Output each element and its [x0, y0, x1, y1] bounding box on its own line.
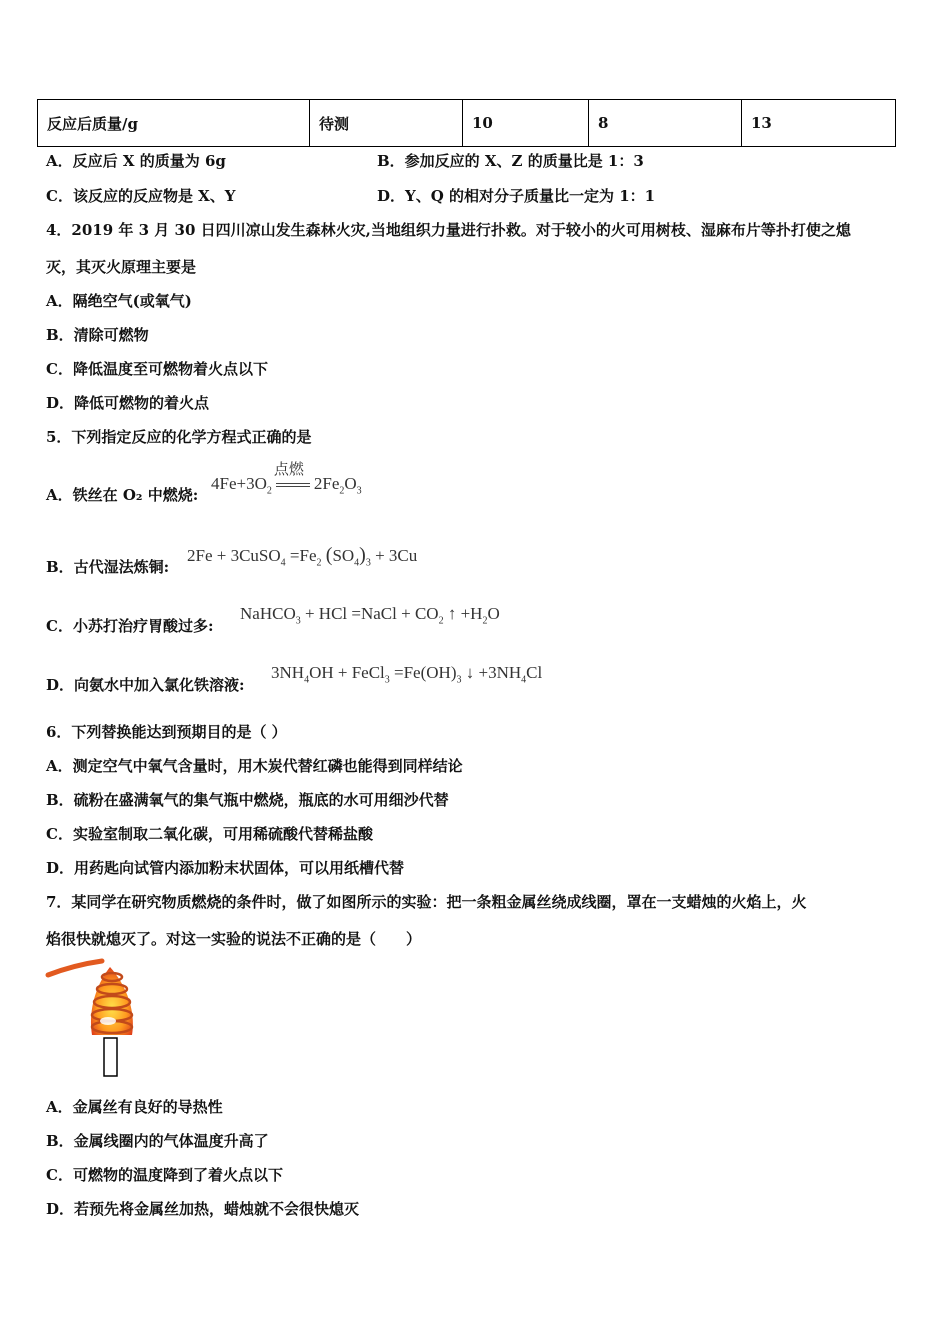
q3-option-c: C．该反应的反应物是 X、Y	[46, 187, 236, 205]
q7-option-b: B．金属线圈内的气体温度升高了	[46, 1132, 269, 1150]
q5-equation-c: NaHCO$_3$ + HCl =NaCl + $CO_2$ ↑ $+H_2O$	[240, 604, 500, 627]
q5-option-d-label: D．向氨水中加入氯化铁溶液:	[46, 676, 245, 694]
q6-option-c: C．实验室制取二氧化碳，可用稀硫酸代替稀盐酸	[46, 825, 373, 843]
q4-option-b: B．清除可燃物	[46, 326, 149, 344]
q5-option-b-label: B．古代湿法炼铜:	[46, 558, 170, 576]
q6-option-a: A．测定空气中氧气含量时，用木炭代替红磷也能得到同样结论	[46, 757, 463, 775]
q6-option-d: D．用药匙向试管内添加粉末状固体，可以用纸槽代替	[46, 859, 405, 877]
q4-stem-line2: 灭，其灭火原理主要是	[46, 258, 197, 276]
q4-stem-line1: 4．2019 年 3 月 30 日四川凉山发生森林火灾,当地组织力量进行扑救。对于较小的火可用树枝、湿麻布片等扑打使之熄	[46, 221, 851, 239]
q6-stem: 6．下列替换能达到预期目的是（ ）	[46, 723, 287, 741]
table-cell: 10	[463, 100, 589, 147]
q7-option-c: C．可燃物的温度降到了着火点以下	[46, 1166, 283, 1184]
q3-option-a: A．反应后 X 的质量为 6g	[46, 152, 226, 170]
table-cell: 待测	[310, 100, 463, 147]
table-row	[38, 100, 896, 147]
table-cell: 8	[589, 100, 742, 147]
reaction-condition: 点燃	[273, 460, 304, 478]
q7-stem-line1: 7．某同学在研究物质燃烧的条件时，做了如图所示的实验：把一条粗金属丝绕成线圈，罩在一支蜡烛的火焰上，火	[46, 893, 807, 911]
q5-equation-b: 2Fe + 3CuSO$_4$ $=Fe_2$ $(SO_4)_3 + 3Cu$	[187, 544, 418, 569]
q6-option-b: B．硫粉在盛满氧气的集气瓶中燃烧，瓶底的水可用细沙代替	[46, 791, 449, 809]
q7-option-d: D．若预先将金属丝加热，蜡烛就不会很快熄灭	[46, 1200, 360, 1218]
mass-table	[37, 99, 896, 147]
candle-coil-illustration	[44, 955, 144, 1080]
q7-stem-line2: 焰很快就熄灭了。对这一实验的说法不正确的是（ ）	[46, 930, 422, 948]
q3-option-d: D．Y、Q 的相对分子质量比一定为 1：1	[377, 187, 656, 205]
q7-option-a: A．金属丝有良好的导热性	[46, 1098, 223, 1116]
q5-option-c-label: C．小苏打治疗胃酸过多:	[46, 617, 214, 635]
q3-option-b: B．参加反应的 X、Z 的质量比是 1：3	[377, 152, 644, 170]
q5-option-a-label: A．铁丝在 O₂ 中燃烧:	[46, 486, 199, 504]
q4-option-a: A．隔绝空气(或氧气)	[46, 292, 192, 310]
table-cell: 13	[742, 100, 896, 147]
q5-equation-d: $3NH_4OH$ + FeCl$_3$ $=Fe(OH)_3$ ↓ $+3NH_4Cl$	[271, 663, 543, 686]
q4-option-c: C．降低温度至可燃物着火点以下	[46, 360, 268, 378]
q5-stem: 5．下列指定反应的化学方程式正确的是	[46, 428, 312, 446]
q5-equation-a: $4Fe+3O_2$ 点燃 $2Fe_2O_3$	[211, 460, 362, 497]
q4-option-d: D．降低可燃物的着火点	[46, 394, 210, 412]
table-cell: 反应后质量/g	[38, 100, 310, 147]
